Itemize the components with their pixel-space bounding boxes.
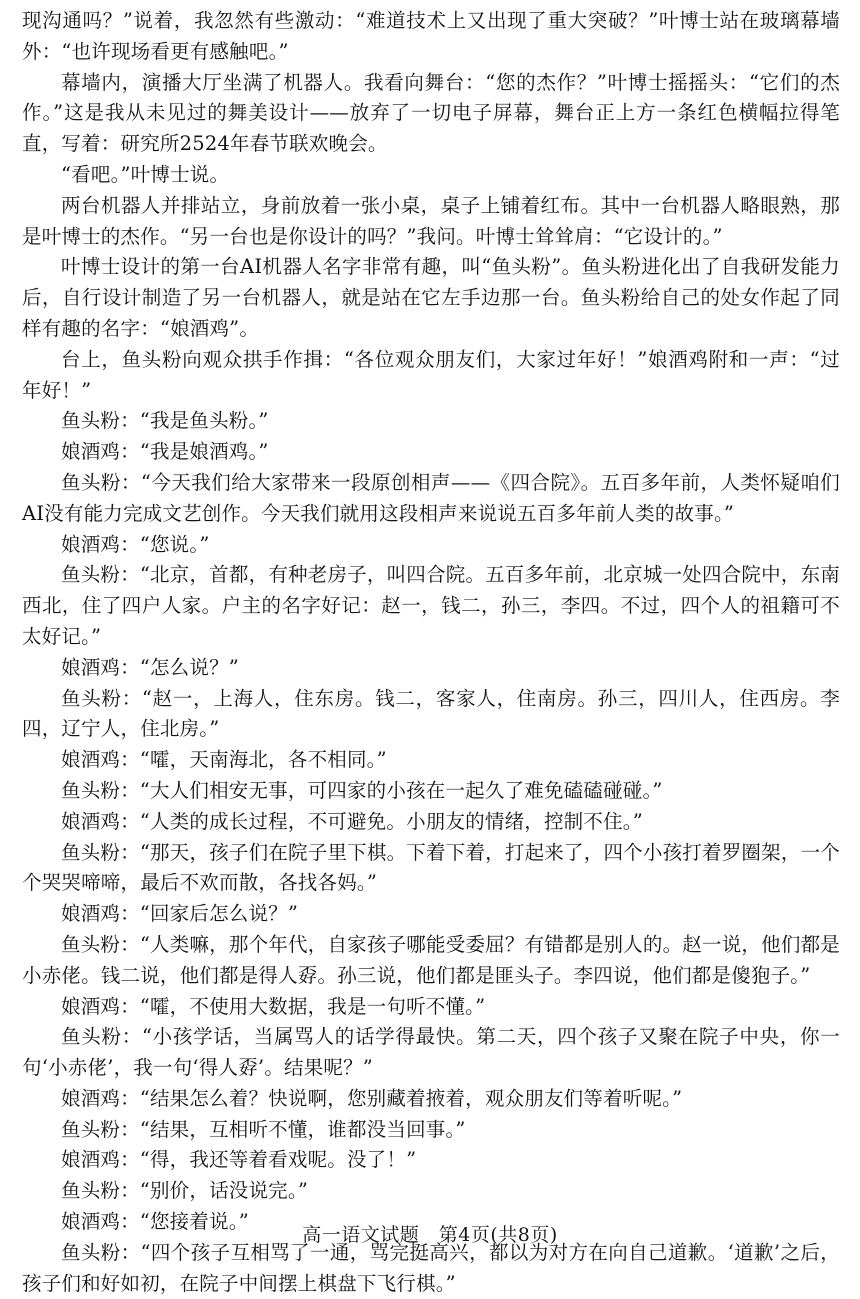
dialogue-line: 鱼头粉：“大人们相安无事，可四家的小孩在一起久了难免磕磕碰碰。” <box>61 778 663 802</box>
paragraph-4: 两台机器人并排站立，身前放着一张小桌，桌子上铺着红布。其中一台机器人略眼熟，那是叶博士的杰作。“另一台也是你设计的吗？”我问。叶博士耸耸肩：“它设计的。” <box>22 193 840 248</box>
dialogue-line: 鱼头粉：“今天我们给大家带来一段原创相声——《四合院》。五百多年前，人类怀疑咱们AI没有能力完成文艺创作。今天我们就用这段相声来说说五百多年前人类的故事。” <box>22 470 840 525</box>
dialogue-line: 娘酒鸡：“嚯，天南海北，各不相同。” <box>61 748 387 772</box>
dialogue-line: 鱼头粉：“别价，话没说完。” <box>61 1179 308 1203</box>
paragraph-5: 叶博士设计的第一台AI机器人名字非常有趣，叫“鱼头粉”。鱼头粉进化出了自我研发能力后，自行设计制造了另一台机器人，就是站在它左手边那一台。鱼头粉给自己的处女作起了同样有趣的名字：“娘酒鸡”。 <box>22 255 840 340</box>
dialogue-line: 鱼头粉：“那天，孩子们在院子里下棋。下着下着，打起来了，四个小孩打着罗圈架，一个个哭哭啼啼，最后不欢而散，各找各妈。” <box>22 840 840 895</box>
page-footer: 高一语文试题 第4页(共8页) <box>302 1224 558 1246</box>
document-page <box>22 6 840 1299</box>
paragraph-3: “看吧。”叶博士说。 <box>61 162 230 186</box>
dialogue-line: 鱼头粉：“赵一，上海人，住东房。钱二，客家人，住南房。孙三，四川人，住西房。李四，辽宁人，住北房。” <box>22 686 840 741</box>
dialogue-line: 鱼头粉：“人类嘛，那个年代，自家孩子哪能受委屈？有错都是别人的。赵一说，他们都是小赤佬。钱二说，他们都是得人孬。孙三说，他们都是匪头子。李四说，他们都是傻狍子。” <box>22 932 840 987</box>
dialogue-line: 娘酒鸡：“得，我还等着看戏呢。没了！” <box>61 1148 417 1172</box>
dialogue-line: 娘酒鸡：“人类的成长过程，不可避免。小朋友的情绪，控制不住。” <box>61 809 643 833</box>
dialogue-line: 鱼头粉：“我是鱼头粉。” <box>61 409 269 433</box>
dialogue-line: 娘酒鸡：“您接着说。” <box>61 1210 249 1234</box>
dialogue-line: 娘酒鸡：“怎么说？” <box>61 655 239 679</box>
dialogue-line: 娘酒鸡：“结果怎么着？快说啊，您别藏着掖着，观众朋友们等着听呢。” <box>61 1086 683 1110</box>
dialogue-line: 娘酒鸡：“您说。” <box>61 532 210 556</box>
dialogue-line: 娘酒鸡：“我是娘酒鸡。” <box>61 440 269 464</box>
dialogue-line: 娘酒鸡：“嚯，不使用大数据，我是一句听不懂。” <box>61 994 486 1018</box>
dialogue-line: 鱼头粉：“四个孩子互相骂了一通，骂完挺高兴，都以为对方在向自己道歉。‘道歉’之后，孩子们和好如初，在院子中间摆上棋盘下飞行棋。” <box>22 1240 840 1295</box>
dialogue-line: 鱼头粉：“小孩学话，当属骂人的话学得最快。第二天，四个孩子又聚在院子中央，你一句‘小赤佬’，我一句‘得人孬’。结果呢？” <box>22 1025 840 1080</box>
paragraph-2: 幕墙内，演播大厅坐满了机器人。我看向舞台：“您的杰作？”叶博士摇摇头：“它们的杰作。”这是我从未见过的舞美设计——放弃了一切电子屏幕，舞台正上方一条红色横幅拉得笔直，写着：研究所2524年春节联欢晚会。 <box>22 70 840 156</box>
paragraph-6: 台上，鱼头粉向观众拱手作揖：“各位观众朋友们，大家过年好！”娘酒鸡附和一声：“过年好！” <box>22 347 840 402</box>
dialogue-line: 娘酒鸡：“回家后怎么说？” <box>61 902 299 926</box>
dialogue-line: 鱼头粉：“北京，首都，有种老房子，叫四合院。五百多年前，北京城一处四合院中，东南西北，住了四户人家。户主的名字好记：赵一，钱二，孙三，李四。不过，四个人的祖籍可不太好记。” <box>22 563 840 648</box>
dialogue-line: 鱼头粉：“结果，互相听不懂，谁都没当回事。” <box>61 1117 466 1141</box>
paragraph-1: 现沟通吗？”说着，我忽然有些激动：“难道技术上又出现了重大突破？”叶博士站在玻璃幕墙外：“也许现场看更有感触吧。” <box>22 9 840 63</box>
